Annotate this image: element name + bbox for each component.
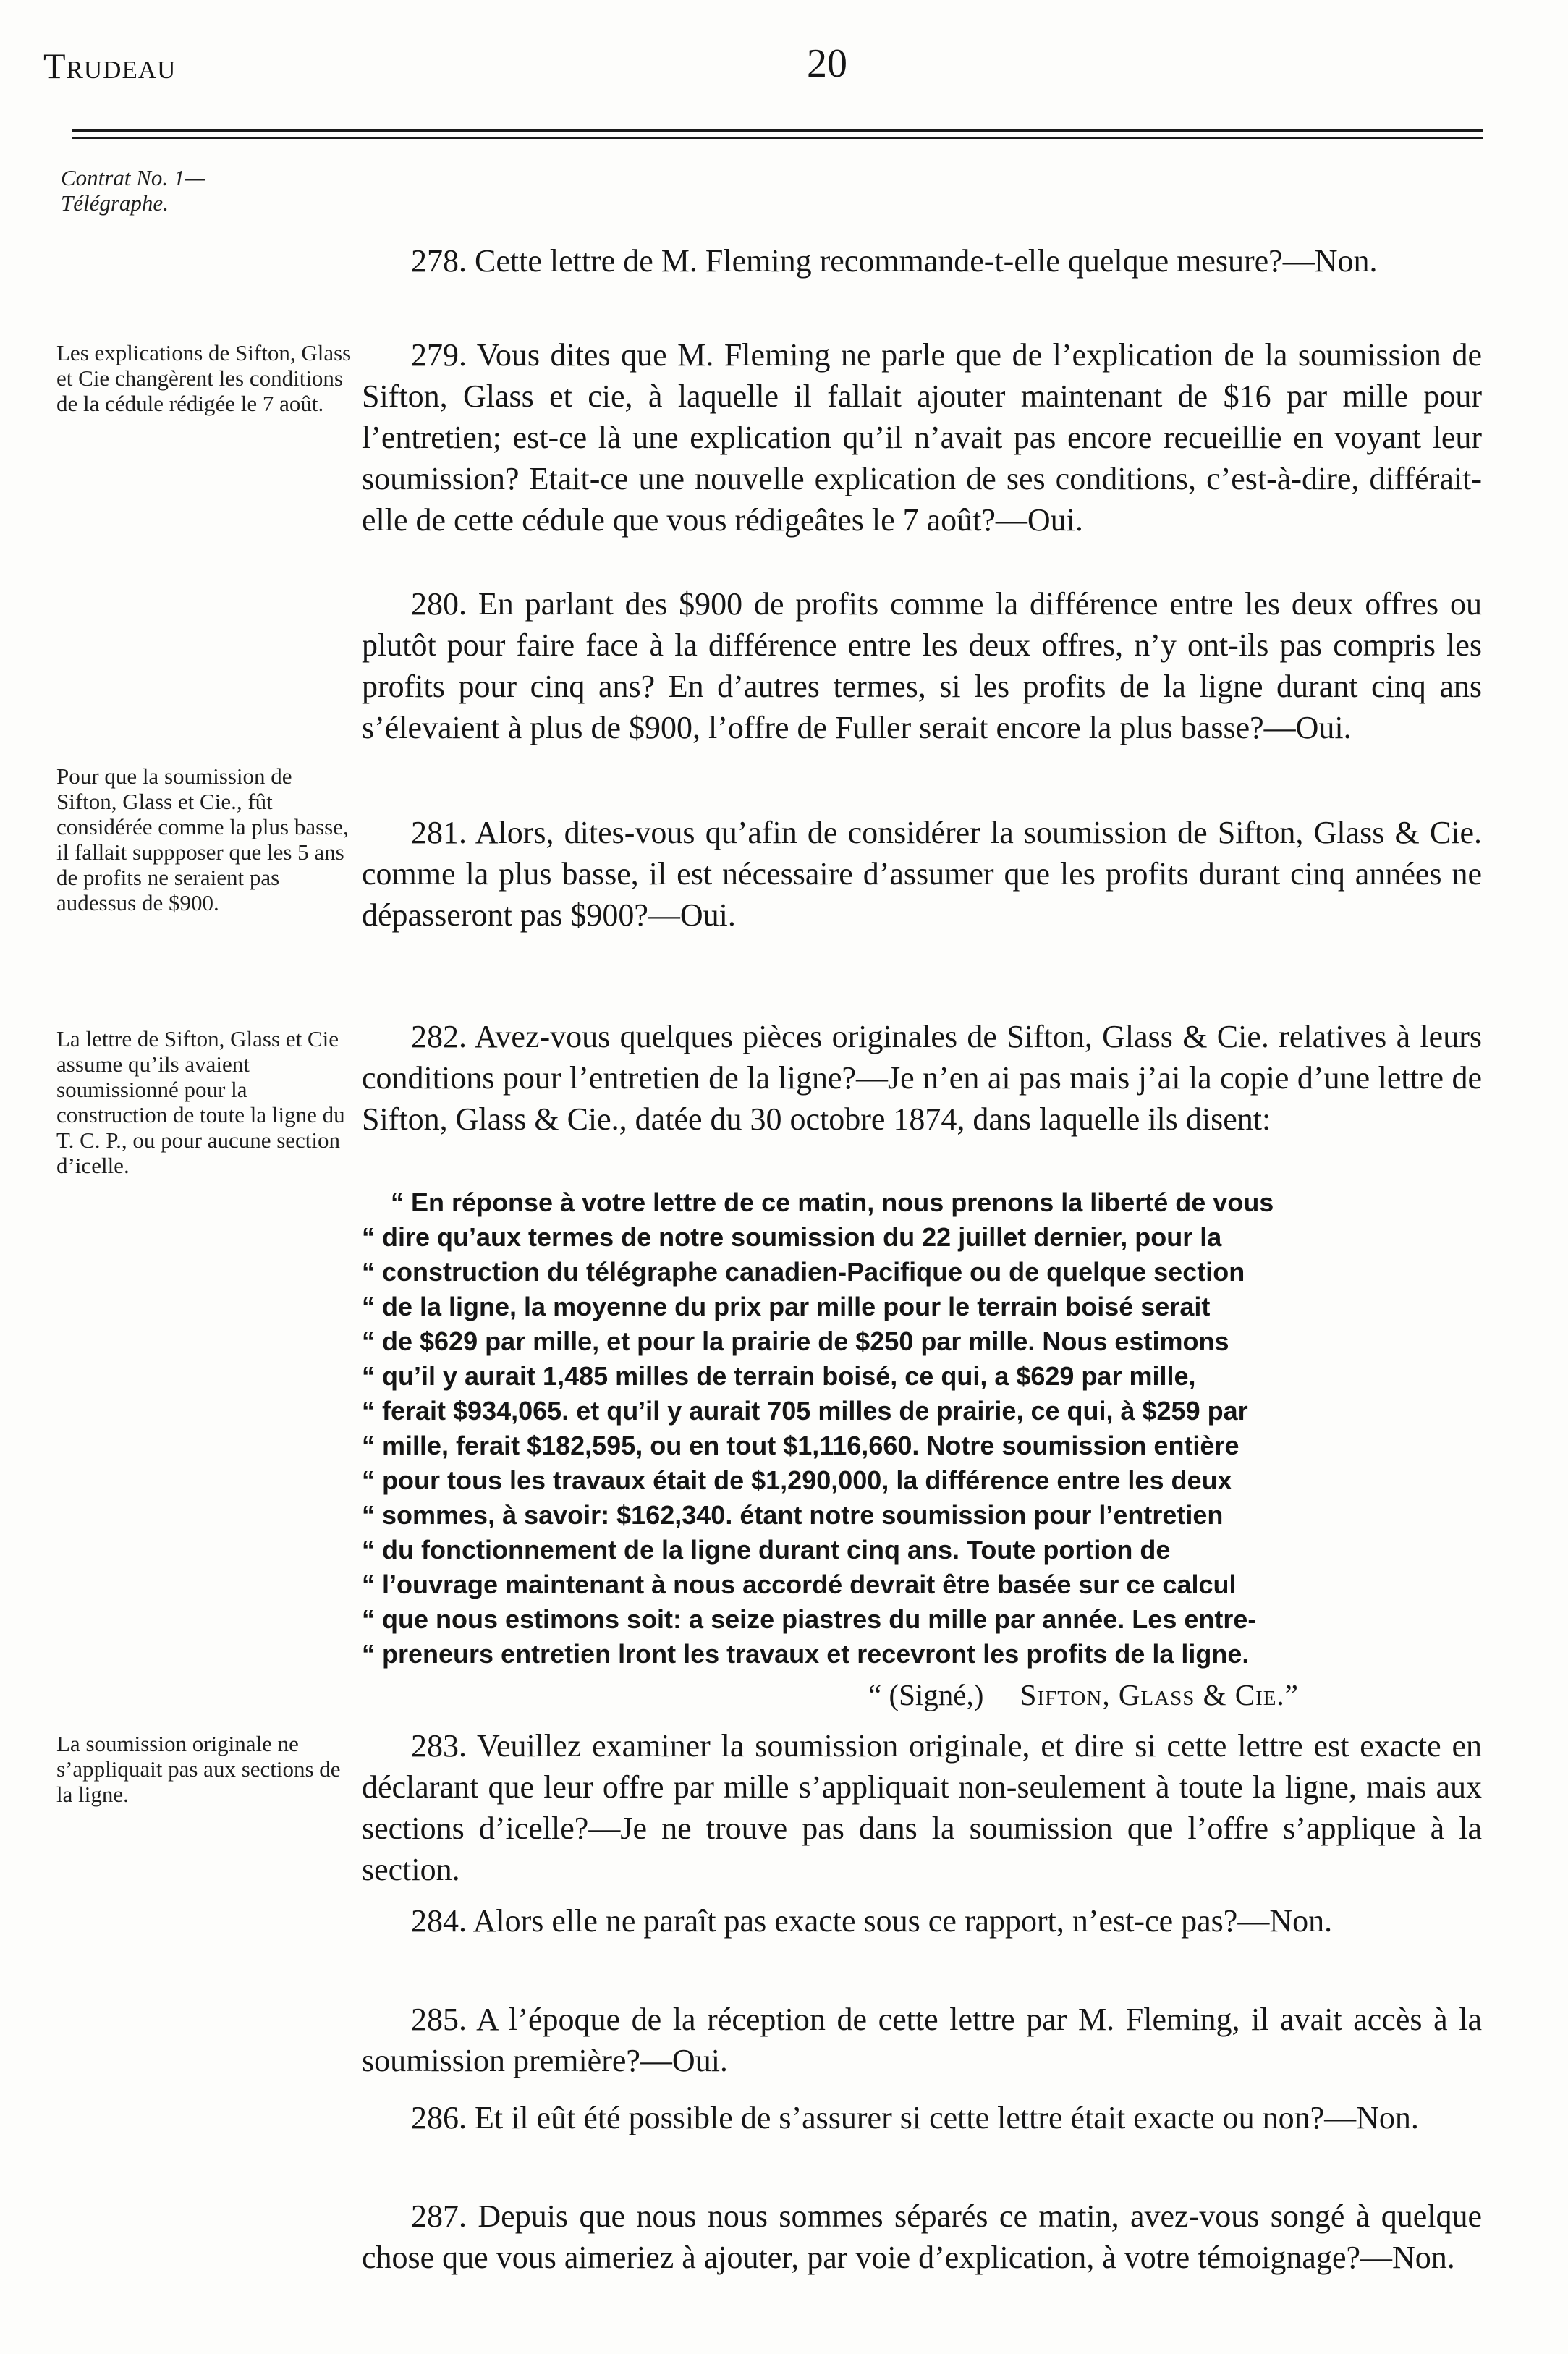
paragraph-285 — [362, 1999, 1482, 2081]
margin-note-contract: Contrat No. 1— Télégraphe. — [61, 165, 205, 216]
quote-line: “ que nous estimons soit: a seize piastres du mille par année. Les entre- — [362, 1604, 1257, 1634]
margin-note-letter: La lettre de Sifton, Glass et Cie assume qu’ils avaient soumissionné pour la construction de toute la ligne du T. C. P., ou pour aucune section d’icelle. — [56, 1026, 345, 1178]
paragraph-282 — [362, 1016, 1482, 1140]
running-title: Trudeau — [43, 46, 177, 86]
paragraph-278 — [362, 240, 1482, 281]
margin-note-lowest-bid: Pour que la soumission de Sifton, Glass et Cie., fût considérée comme la plus basse, il fallait suppposer que les 5 ans de profits ne seraient pas audessus de $900. — [56, 763, 349, 915]
paragraph-text: 285. A l’époque de la réception de cette lettre par M. Fleming, il avait accès à la soumission première?—Oui. — [362, 2002, 1482, 2078]
letter-signature — [868, 1677, 1483, 1712]
paragraph-text: 278. Cette lettre de M. Fleming recommande-t-elle quelque mesure?—Non. — [411, 243, 1378, 279]
paragraph-279 — [362, 334, 1482, 541]
signature-label: “ (Signé,) — [868, 1678, 984, 1711]
paragraph-text: 279. Vous dites que M. Fleming ne parle que de l’explication de la soumission de Sifton, Glass et cie, à laquelle il fallait ajouter maintenant de $16 par mille pour l’entretien; est-ce là une explication qu’il n’avait pas encore recueillie en voyant leur soumission? Etait-ce une nouvelle explication de ses conditions, c’est-à-dire, différait-elle de cette cédule que vous rédigeâtes le 7 août?—Oui. — [362, 337, 1482, 538]
quote-line: “ preneurs entretien lront les travaux et recevront les profits de la ligne. — [362, 1639, 1250, 1669]
quote-line: “ dire qu’aux termes de notre soumission du 22 juillet dernier, pour la — [362, 1222, 1222, 1252]
running-header — [43, 41, 1483, 103]
quote-line: “ l’ouvrage maintenant à nous accordé devrait être basée sur ce calcul — [362, 1570, 1237, 1599]
page-number: 20 — [807, 41, 847, 86]
quote-line: “ de $629 par mille, et pour la prairie de $250 par mille. Nous estimons — [362, 1326, 1229, 1356]
paragraph-text: 280. En parlant des $900 de profits comme la différence entre les deux offres ou plutôt pour faire face à la différence entre les deux offres, n’y ont-ils pas compris les profits pour cinq ans? En d’autres termes, si les profits de la ligne durant cinq ans s’élevaient à plus de $900, l’offre de Fuller serait encore la plus basse?—Oui. — [362, 586, 1482, 745]
quote-line: “ qu’il y aurait 1,485 milles de terrain boisé, ce qui, a $629 par mille, — [362, 1361, 1196, 1391]
margin-note-explanations: Les explications de Sifton, Glass et Cie changèrent les conditions de la cédule rédigée le 7 août. — [56, 340, 352, 416]
quote-line: “ ferait $934,065. et qu’il y aurait 705 milles de prairie, ce qui, à $259 par — [362, 1396, 1248, 1426]
quote-line: “ sommes, à savoir: $162,340. étant notre soumission pour l’entretien — [362, 1500, 1224, 1530]
paragraph-text: 284. Alors elle ne paraît pas exacte sous ce rapport, n’est-ce pas?—Non. — [411, 1903, 1333, 1939]
paragraph-284 — [362, 1900, 1482, 1942]
margin-note-original-bid: La soumission originale ne s’appliquait pas aux sections de la ligne. — [56, 1731, 341, 1807]
paragraph-286 — [362, 2097, 1482, 2138]
paragraph-text: 281. Alors, dites-vous qu’afin de considérer la soumission de Sifton, Glass & Cie. comme la plus basse, il est nécessaire d’assumer que les profits durant cinq années ne dépasseront pas $900?—Oui. — [362, 815, 1482, 933]
quote-line: “ du fonctionnement de la ligne durant cinq ans. Toute portion de — [362, 1535, 1171, 1565]
paragraph-text: 282. Avez-vous quelques pièces originales de Sifton, Glass & Cie. relatives à leurs conditions pour l’entretien de la ligne?—Je n’en ai pas mais j’ai la copie d’une lettre de Sifton, Glass & Cie., datée du 30 octobre 1874, dans laquelle ils disent: — [362, 1019, 1482, 1137]
header-rule-thin — [72, 137, 1483, 139]
paragraph-281 — [362, 812, 1482, 936]
quote-line: “ mille, ferait $182,595, ou en tout $1,116,660. Notre soumission entière — [362, 1431, 1239, 1460]
paragraph-283 — [362, 1725, 1482, 1890]
header-rule-thick — [72, 129, 1483, 132]
quote-line: “ construction du télégraphe canadien-Pacifique ou de quelque section — [362, 1257, 1245, 1287]
quoted-letter — [362, 1185, 1482, 1672]
quote-line: “ de la ligne, la moyenne du prix par mille pour le terrain boisé serait — [362, 1292, 1211, 1321]
quote-line: “ En réponse à votre lettre de ce matin, nous prenons la liberté de vous — [391, 1187, 1274, 1217]
signature-name: Sifton, Glass & Cie.” — [1020, 1678, 1299, 1711]
paragraph-text: 286. Et il eût été possible de s’assurer si cette lettre était exacte ou non?—Non. — [411, 2100, 1419, 2135]
paragraph-text: 283. Veuillez examiner la soumission originale, et dire si cette lettre est exacte en déclarant que leur offre par mille s’appliquait non-seulement à toute la ligne, mais aux sections d’icelle?—Je ne trouve pas dans la soumission que l’offre s’applique à la section. — [362, 1728, 1482, 1887]
paragraph-280 — [362, 583, 1482, 748]
paragraph-287 — [362, 2196, 1482, 2278]
paragraph-text: 287. Depuis que nous nous sommes séparés ce matin, avez-vous songé à quelque chose que vous aimeriez à ajouter, par voie d’explication, à votre témoignage?—Non. — [362, 2198, 1482, 2275]
quote-line: “ pour tous les travaux était de $1,290,000, la différence entre les deux — [362, 1465, 1232, 1495]
